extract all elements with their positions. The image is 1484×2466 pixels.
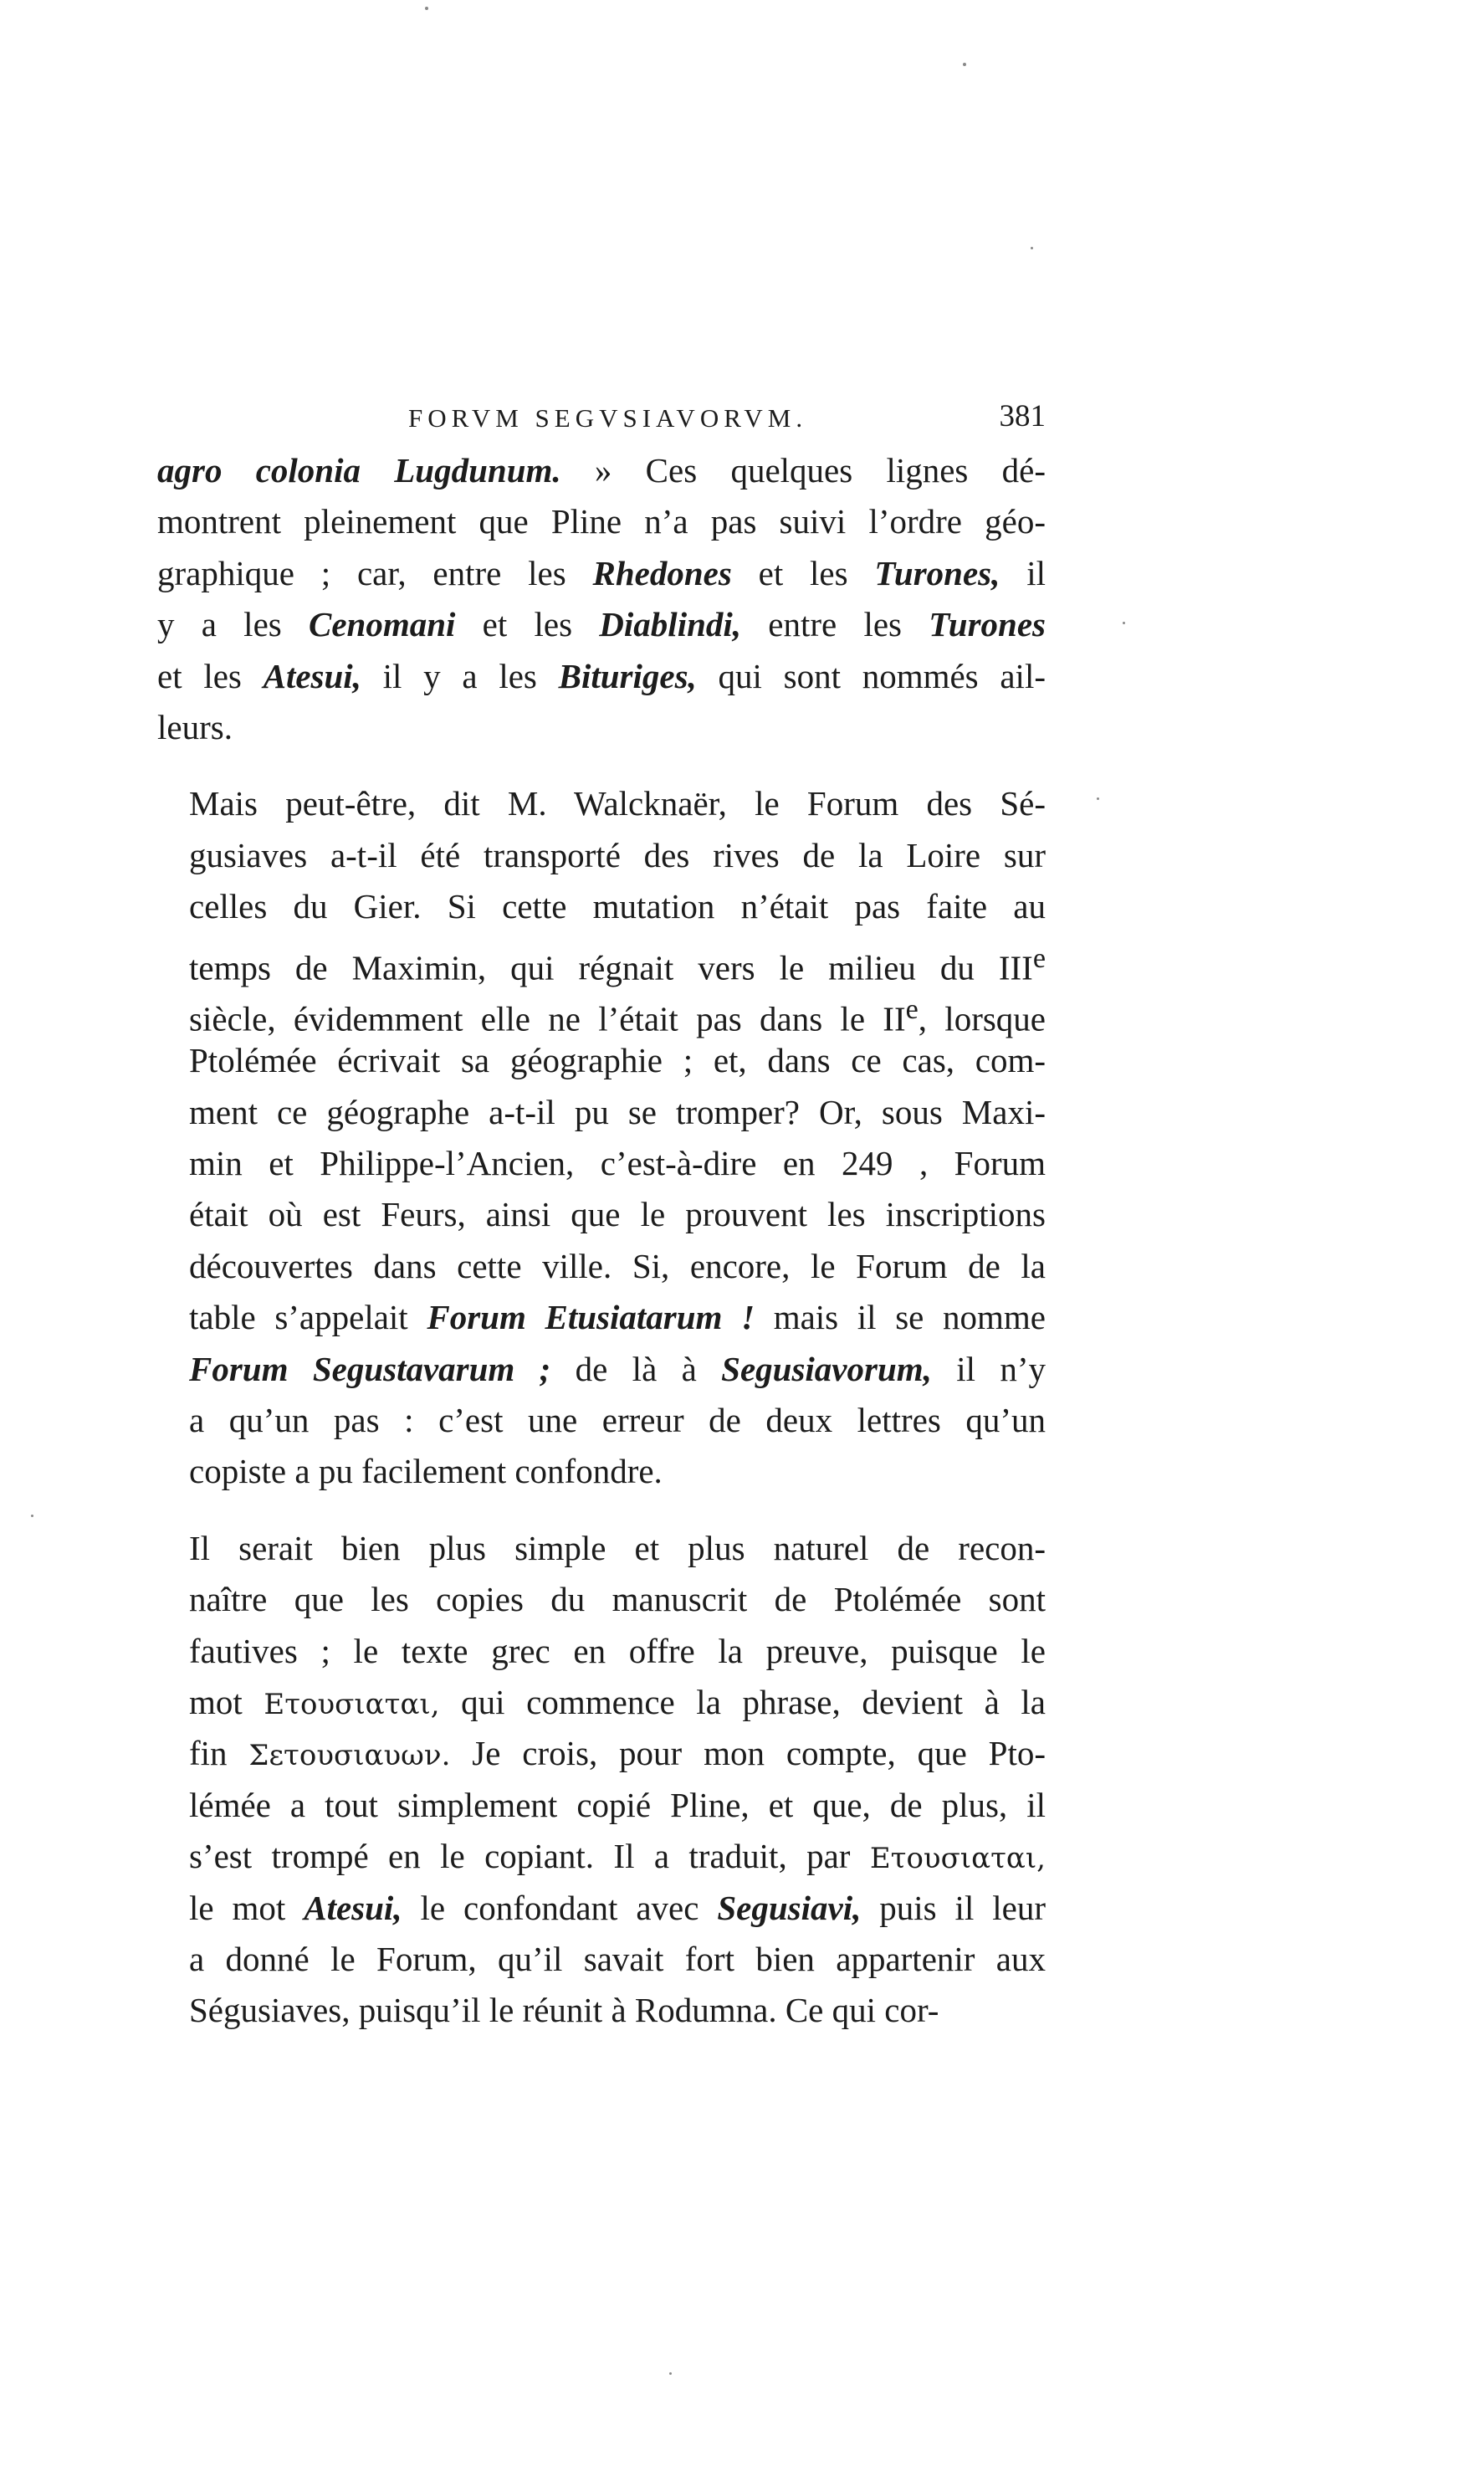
text-line [157,702,1046,753]
text-segment: était où est Feurs, ainsi que le prouvent les inscriptions [189,1195,1046,1234]
text-segment: et les [157,656,264,695]
italic-name: Forum Segustavarum ; [189,1349,551,1388]
paragraph [157,1523,1046,2037]
text-segment: Je crois, pour mon compte, que Pto- [450,1734,1046,1773]
text-segment: leurs. [157,707,233,746]
text-segment: de là à [550,1349,722,1388]
text-segment: il [1000,553,1046,592]
ordinal-superscript: e [905,993,919,1025]
text-segment: lémée a tout simplement copié Pline, et que, de plus, il [189,1785,1046,1824]
text-segment: montrent pleinement que Pline n’a pas suivi l’ordre géo- [157,502,1046,541]
scan-speck [1123,622,1125,624]
text-segment: a donné le Forum, qu’il savait fort bien appartenir aux [189,1939,1046,1978]
text-segment: puis il leur [861,1888,1046,1927]
text-segment: et les [731,553,875,592]
text-line [157,1831,1046,1882]
text-line [157,881,1046,932]
text-segment: temps de Maximin, qui régnait vers le milieu du III [189,948,1033,987]
text-line [157,830,1046,881]
text-line [157,933,1046,987]
greek-word: Ετουσιαται, [869,1842,1046,1876]
italic-name: Turones, [874,553,1000,592]
text-line [157,1035,1046,1086]
text-segment: entre les [741,605,929,644]
running-title: FORVM SEGVSIAVORVM. [408,403,808,433]
text-line [157,1395,1046,1446]
text-line [157,1574,1046,1625]
italic-name: Diablindi, [599,605,742,644]
italic-name: Atesui, [304,1888,402,1927]
text-segment: il n’y [931,1349,1046,1388]
scan-speck [963,63,966,66]
text-line [157,1883,1046,1934]
scan-speck [425,7,428,10]
text-line [157,1985,1046,2036]
text-line [157,548,1046,599]
scan-speck [1031,247,1033,249]
text-segment: min et Philippe-l’Ancien, c’est-à-dire en 249 , Forum [189,1144,1046,1183]
text-line [157,1934,1046,1985]
text-segment: copiste a pu facilement confondre. [189,1452,663,1491]
greek-word: Ετουσιαται, [264,1687,440,1721]
text-segment: qui commence la phrase, devient à la [439,1682,1046,1721]
text-line [157,599,1046,650]
text-segment: mot [189,1682,264,1721]
text-segment: Ptolémée écrivait sa géographie ; et, dans ce cas, com- [189,1041,1046,1080]
greek-word: Σετουσιαυων. [248,1739,451,1773]
text-line [157,1626,1046,1677]
text-segment: il y a les [361,656,559,695]
text-line [157,1677,1046,1728]
text-segment: table s’appelait [189,1298,427,1337]
text-line [157,496,1046,547]
text-segment: fautives ; le texte grec en offre la preuve, puisque le [189,1631,1046,1670]
text-segment: et les [455,605,600,644]
text-line [157,1292,1046,1343]
text-line [157,1728,1046,1779]
scan-speck [1097,797,1099,800]
scan-speck [669,2372,672,2375]
text-line [157,1241,1046,1292]
text-segment: fin [189,1734,249,1773]
text-segment: gusiaves a-t-il été transporté des rives de la Loire sur [189,835,1046,874]
text-line [157,1523,1046,1574]
italic-name: agro colonia Lugdunum. [157,451,561,490]
text-segment: ment ce géographe a-t-il pu se tromper? Or, sous Maxi- [189,1092,1046,1131]
text-segment: y a les [157,605,309,644]
text-segment: Il serait bien plus simple et plus naturel de recon- [189,1528,1046,1567]
text-segment: » Ces quelques lignes dé- [560,451,1046,490]
italic-name: Segusiavorum, [721,1349,932,1388]
text-line [157,1446,1046,1497]
page-number: 381 [999,399,1046,433]
text-segment: celles du Gier. Si cette mutation n’était pas faite au [189,887,1046,926]
text-segment: Ségusiaves, puisqu’il le réunit à Rodumna. Ce qui cor- [189,1991,939,2030]
paragraph [157,445,1046,753]
italic-name: Atesui, [263,656,361,695]
paragraph [157,778,1046,1497]
text-segment: siècle, évidemment elle ne l’était pas dans le II [189,999,906,1038]
italic-name: Cenomani [308,605,456,644]
text-line [157,1780,1046,1831]
italic-name: Segusiavi, [717,1888,862,1927]
running-head [157,398,1046,440]
text-segment: découvertes dans cette ville. Si, encore, le Forum de la [189,1246,1046,1285]
body-text [157,445,1046,2037]
text-segment: mais il se nomme [755,1298,1046,1337]
italic-name: Forum Etusiatarum ! [427,1298,755,1337]
text-line [157,1344,1046,1395]
text-segment: naître que les copies du manuscrit de Ptolémée sont [189,1580,1046,1619]
text-segment: s’est trompé en le copiant. Il a traduit, par [189,1837,870,1876]
text-segment: a qu’un pas : c’est une erreur de deux lettres qu’un [189,1401,1046,1440]
text-segment: graphique ; car, entre les [157,553,593,592]
scan-speck [31,1515,33,1517]
text-segment: le mot [189,1888,304,1927]
text-line [157,1087,1046,1138]
text-line [157,984,1046,1038]
text-segment: qui sont nommés ail- [696,656,1046,695]
italic-name: Turones [929,605,1046,644]
text-line [157,445,1046,496]
text-line [157,1189,1046,1240]
text-segment: Mais peut-être, dit M. Walcknaër, le Forum des Sé- [189,784,1046,823]
italic-name: Rhedones [592,553,732,592]
ordinal-superscript: e [1032,942,1046,974]
text-line [157,1138,1046,1189]
text-segment: le confondant avec [402,1888,718,1927]
text-line [157,778,1046,829]
text-segment: , lorsque [918,999,1046,1038]
italic-name: Bituriges, [558,656,697,695]
text-line [157,651,1046,702]
